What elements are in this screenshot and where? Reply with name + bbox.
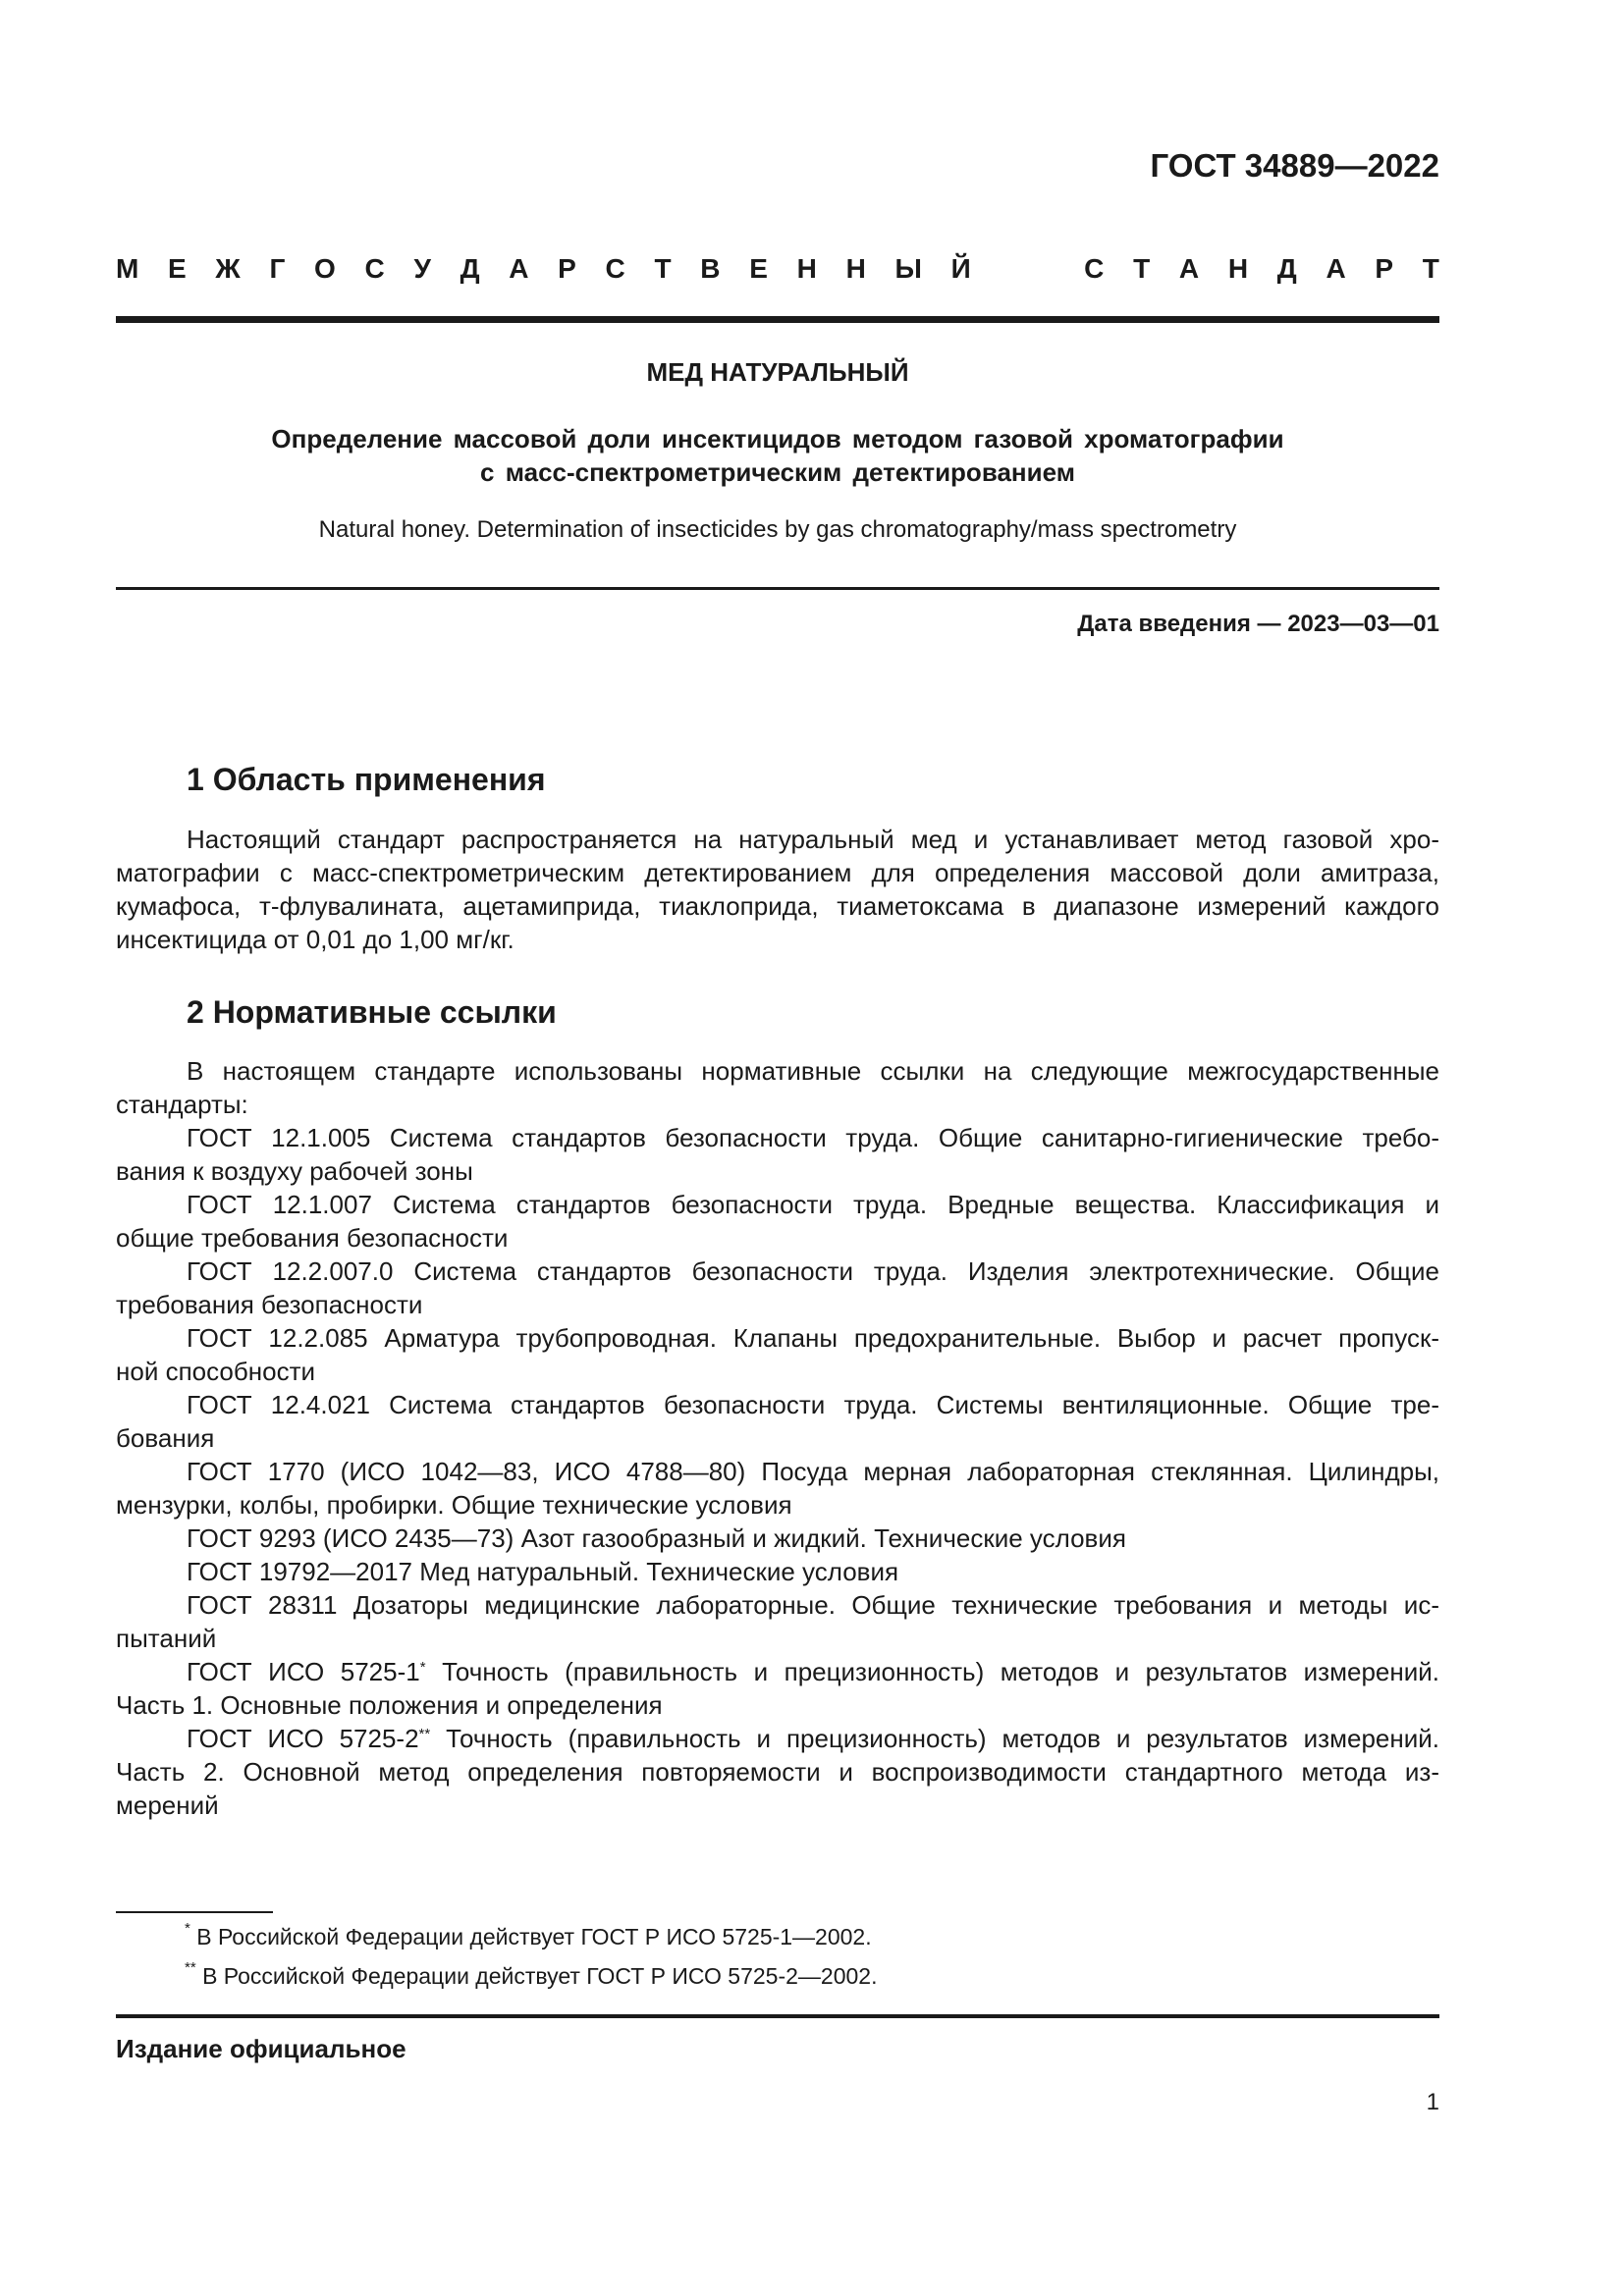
reference-code: ГОСТ ИСО 5725-2 [187,1724,419,1753]
banner-letter: Р [1375,253,1394,284]
banner-letter: Ж [215,253,241,284]
banner-letter: Р [558,253,576,284]
paragraph-line: инсектицида от 0,01 до 1,00 мг/кг. [116,925,514,954]
footnote-marker: ** [185,1959,196,1976]
footnote-text: В Российской Федерации действует ГОСТ Р ИСО 5725-2—2002. [195,1963,878,1989]
title-divider [116,587,1439,590]
document-title-english: Natural honey. Determination of insecticides by gas chromatography/mass spectrometry [318,516,1237,543]
reference-entry-continuation: пытаний [116,1624,217,1653]
reference-entry: ГОСТ 28311 Дозаторы медицинские лабораторные. Общие технические требования и методы ис- [187,1590,1439,1620]
banner-letter: А [509,253,529,284]
banner-letter: Г [269,253,286,284]
reference-entry: ГОСТ 12.2.007.0 Система стандартов безопасности труда. Изделия электротехнические. Общие [187,1256,1439,1286]
header-divider [116,316,1439,323]
banner-letter: Д [1276,253,1297,284]
paragraph-line: матографии с масс-спектрометрическим детектированием для определения массовой доли амитраза, [116,858,1439,887]
section-1-heading: 1 Область применения [187,762,546,797]
banner-letter: Н [1227,253,1249,284]
banner-letter: Й [950,253,971,284]
reference-entry-continuation: общие требования безопасности [116,1223,509,1253]
banner-letter: В [700,253,721,284]
banner-letter: Т [1133,253,1151,284]
document-subtitle [116,422,1439,489]
banner-letter: Д [460,253,480,284]
reference-entry: ГОСТ 12.4.021 Система стандартов безопасности труда. Системы вентиляционные. Общие тре- [187,1390,1439,1419]
reference-title: Точность (правильность и прецизионность) методов и результатов измерений. [425,1657,1439,1686]
reference-entry-continuation: вания к воздуху рабочей зоны [116,1156,473,1186]
reference-entry-continuation: мензурки, колбы, пробирки. Общие технические условия [116,1490,792,1520]
reference-code: ГОСТ ИСО 5725-1 [187,1657,420,1686]
reference-title: Точность (правильность и прецизионность) методов и результатов измерений. [430,1724,1439,1753]
paragraph-line: В настоящем стандарте использованы нормативные ссылки на следующие межгосударственные [187,1056,1439,1086]
reference-entry-continuation: Часть 2. Основной метод определения повторяемости и воспроизводимости стандартного метода из- [116,1757,1439,1787]
footnote-separator [116,1911,273,1913]
subtitle-line: Определение массовой доли инсектицидов методом газовой хроматографии [271,424,1284,454]
document-title: МЕД НАТУРАЛЬНЫЙ [646,357,909,387]
reference-entry: ГОСТ 1770 (ИСО 1042—83, ИСО 4788—80) Посуда мерная лабораторная стеклянная. Цилиндры, [187,1457,1439,1486]
standard-type-banner [116,253,1439,285]
banner-letter: О [314,253,336,284]
banner-letter: Т [1422,253,1439,284]
banner-letter: Н [796,253,817,284]
banner-letter: С [605,253,625,284]
paragraph-line: кумафоса, т-флувалината, ацетамиприда, тиаклоприда, тиаметоксама в диапазоне измерений каждого [116,891,1439,921]
banner-word-gap [1000,253,1055,285]
reference-entry-continuation: Часть 1. Основные положения и определения [116,1690,663,1720]
banner-letter: Т [654,253,672,284]
reference-entry-continuation: мерений [116,1790,219,1820]
banner-letter: У [413,253,431,284]
banner-letter: А [1326,253,1346,284]
reference-entry-iso-1 [116,1655,1439,1688]
paragraph-line: стандарты: [116,1090,248,1119]
document-number: ГОСТ 34889—2022 [1150,147,1439,184]
reference-entry-continuation: ной способности [116,1357,315,1386]
section-2-heading: 2 Нормативные ссылки [187,994,557,1030]
subtitle-line: с масс-спектрометрическим детектированием [480,457,1075,487]
section-2-body [116,1054,1439,1822]
banner-letter: Е [168,253,187,284]
banner-letter: Е [749,253,768,284]
banner-letter: М [116,253,139,284]
banner-letter: А [1178,253,1200,284]
reference-entry: ГОСТ 19792—2017 Мед натуральный. Технические условия [187,1557,899,1586]
banner-letter: Ы [894,253,922,284]
footnote-marker: * [419,1659,426,1676]
footnote-1 [185,1920,872,1950]
section-1-paragraph [116,823,1439,956]
banner-letter: С [1084,253,1105,284]
reference-entry-continuation: бования [116,1423,215,1453]
footer-divider [116,2014,1439,2018]
reference-entry: ГОСТ 12.1.005 Система стандартов безопасности труда. Общие санитарно-гигиенические требо- [187,1123,1439,1152]
official-edition-label: Издание официальное [116,2034,406,2063]
reference-entry: ГОСТ 12.2.085 Арматура трубопроводная. Клапаны предохранительные. Выбор и расчет пропуск- [187,1323,1439,1353]
reference-entry: ГОСТ 9293 (ИСО 2435—73) Азот газообразный и жидкий. Технические условия [187,1523,1126,1553]
introduction-date: Дата введения — 2023—03—01 [1077,611,1439,637]
footnote-marker: ** [418,1726,431,1742]
banner-letter: С [364,253,385,284]
footnote-2 [185,1959,878,1990]
banner-letter: Н [845,253,866,284]
reference-entry: ГОСТ 12.1.007 Система стандартов безопасности труда. Вредные вещества. Классификация и [187,1190,1439,1219]
page-number: 1 [1426,2089,1439,2115]
footnote-marker: * [185,1920,190,1937]
paragraph-line: Настоящий стандарт распространяется на натуральный мед и устанавливает метод газовой хро- [187,825,1439,854]
reference-entry-continuation: требования безопасности [116,1290,423,1319]
reference-entry-iso-2 [116,1722,1439,1755]
footnote-text: В Российской Федерации действует ГОСТ Р ИСО 5725-1—2002. [189,1924,872,1949]
